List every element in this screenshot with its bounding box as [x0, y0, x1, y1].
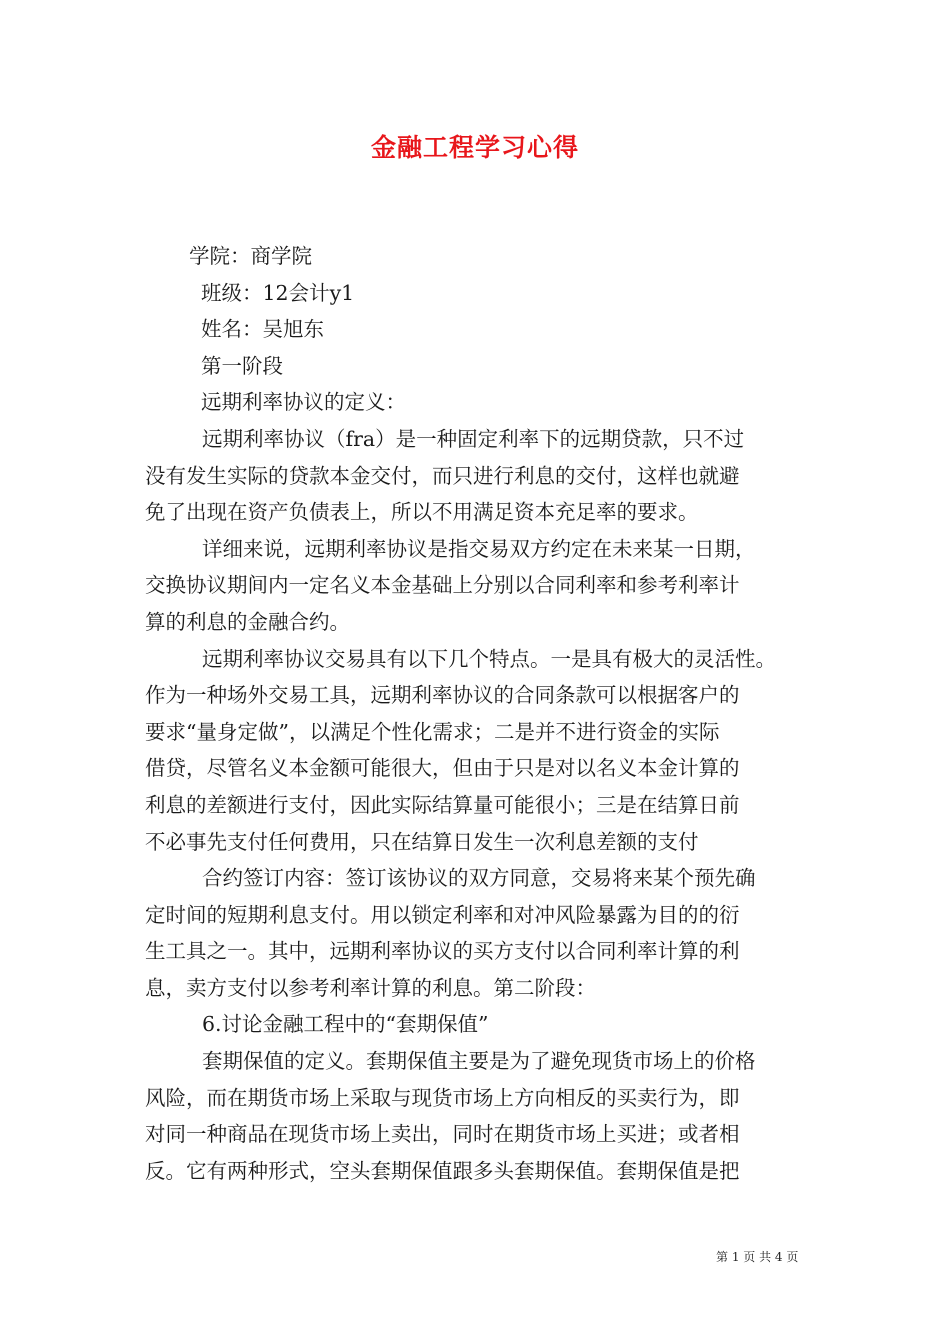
- paragraph-line: 反。它有两种形式，空头套期保值跟多头套期保值。套期保值是把: [145, 1158, 740, 1183]
- paragraph-line: 算的利息的金融合约。: [145, 609, 350, 634]
- paragraph-line: 免了出现在资产负债表上，所以不用满足资本充足率的要求。: [145, 500, 699, 525]
- paragraph-hedging-definition: [145, 1043, 810, 1189]
- fra-definition-heading: 远期利率协议的定义：: [201, 390, 406, 415]
- hedging-discussion-heading: 6.讨论金融工程中的“套期保值”: [202, 1012, 489, 1037]
- name-line: 姓名：吴旭东: [201, 317, 324, 342]
- paragraph-line: 息，卖方支付以参考利率计算的利息。第二阶段：: [145, 975, 596, 1000]
- paragraph-line: 风险，而在期货市场上采取与现货市场上方向相反的买卖行为，即: [145, 1085, 740, 1110]
- paragraph-line: 要求“量身定做”，以满足个性化需求；二是并不进行资金的实际: [145, 719, 720, 744]
- paragraph-contract-content: [145, 860, 810, 1006]
- paragraph-line: 远期利率协议交易具有以下几个特点。一是具有极大的灵活性。: [202, 646, 776, 671]
- paragraph-line: 定时间的短期利息支付。用以锁定利率和对冲风险暴露为目的的衍: [145, 902, 740, 927]
- paragraph-line: 生工具之一。其中，远期利率协议的买方支付以合同利率计算的利: [145, 939, 740, 964]
- paragraph-line: 合约签订内容：签订该协议的双方同意，交易将来某个预先确: [202, 866, 756, 891]
- paragraph-fra-features: [145, 641, 810, 861]
- paragraph-line: 不必事先支付任何费用，只在结算日发生一次利息差额的支付: [145, 829, 699, 854]
- paragraph-line: 借贷，尽管名义本金额可能很大，但由于只是对以名义本金计算的: [145, 756, 740, 781]
- paragraph-line: 交换协议期间内一定名义本金基础上分别以合同利率和参考利率计: [145, 573, 740, 598]
- college-line: 学院：商学院: [189, 244, 312, 268]
- page-number-footer: 第 1 页 共 4 页: [716, 1250, 799, 1264]
- paragraph-fra-definition: [145, 421, 810, 531]
- document-body: [145, 238, 810, 1189]
- stage-heading: 第一阶段: [201, 353, 283, 378]
- document-title: 金融工程学习心得: [370, 133, 579, 162]
- paragraph-line: 对同一种商品在现货市场上卖出，同时在期货市场上买进；或者相: [145, 1122, 740, 1147]
- paragraph-line: 远期利率协议（fra）是一种固定利率下的远期贷款，只不过: [202, 426, 745, 451]
- paragraph-fra-detail: [145, 531, 810, 641]
- paragraph-line: 利息的差额进行支付，因此实际结算量可能很小；三是在结算日前: [145, 792, 740, 817]
- class-line: 班级：12会计y1: [201, 280, 355, 305]
- paragraph-line: 详细来说，远期利率协议是指交易双方约定在未来某一日期，: [202, 536, 756, 561]
- paragraph-line: 作为一种场外交易工具，远期利率协议的合同条款可以根据客户的: [145, 683, 740, 708]
- paragraph-line: 没有发生实际的贷款本金交付，而只进行利息的交付，这样也就避: [145, 463, 740, 488]
- paragraph-line: 套期保值的定义。套期保值主要是为了避免现货市场上的价格: [202, 1049, 756, 1074]
